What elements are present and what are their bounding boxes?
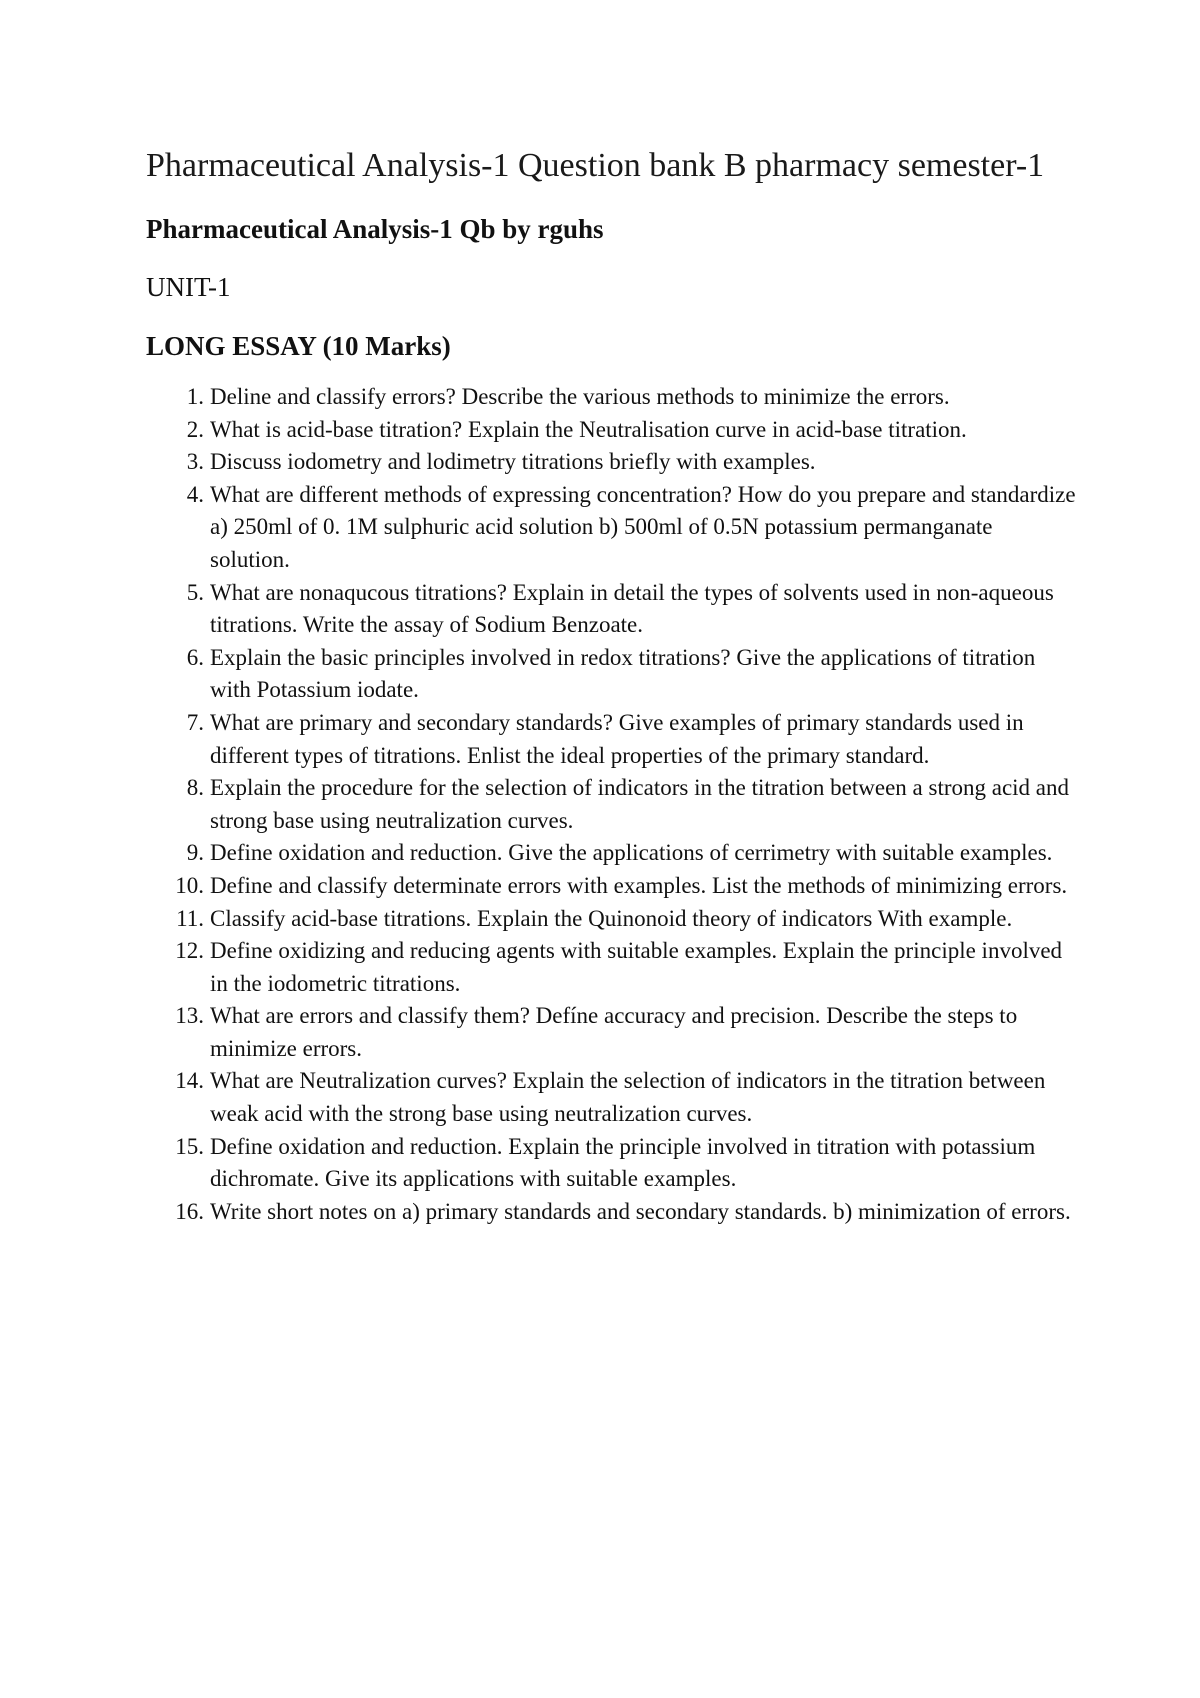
question-number: 15. [175, 1133, 204, 1159]
question-number: 3. [186, 449, 204, 475]
question-item [146, 935, 1086, 1000]
question-text: What are errors and classify them? Defíne accuracy and precision. Describe the steps to minimize errors. [210, 1003, 1018, 1061]
question-text: What are Neutralization curves? Explain the selection of indicators in the titration between weak acid with the strong base using neutralization curves. [210, 1068, 1046, 1127]
question-text: Deline and classify errors? Describe the various methods to minimize the errors. [210, 384, 950, 409]
question-number: 13. [175, 1003, 204, 1029]
question-item [146, 577, 1086, 642]
question-item [146, 903, 1086, 936]
question-number: 2. [186, 416, 204, 442]
question-text: What are different methods of expressing concentration? How do you prepare and standardize a) 250ml of 0. 1M sulphuric acid solution b) 500ml of 0.5N potassium permanganate solution. [210, 481, 1076, 572]
question-number: 10. [175, 872, 204, 898]
question-item [146, 1065, 1086, 1130]
question-text: Discuss iodometry and lodimetry titrations briefly with examples. [210, 449, 816, 475]
question-number: 6. [186, 644, 204, 670]
question-number: 7. [186, 709, 204, 735]
question-number: 4. [186, 481, 204, 507]
question-text: What are primary and secondary standards? Give examples of primary standards used in different types of titrations. Enlist the ideal properties of the primary standard. [210, 709, 1024, 768]
document-subtitle: Pharmaceutical Analysis-1 Qb by rguhs [146, 214, 604, 244]
question-text: Write short notes on a) primary standards and secondary standards. b) minimization of errors. [210, 1198, 1071, 1224]
question-item [146, 381, 1086, 414]
question-text: Explain the basic principles involved in redox titrations? Give the applications of titration with Potassium iodate. [210, 644, 1036, 703]
question-text: Explain the procedure for the selection of indicators in the titration between a strong acid and strong base using neutralization curves. [210, 775, 1070, 833]
question-text: Define oxidizing and reducing agents with suitable examples. Explain the principle involved in the iodometric titrations. [210, 938, 1063, 996]
question-list [146, 381, 1086, 1228]
question-item [146, 642, 1086, 707]
question-item [146, 1196, 1086, 1229]
unit-heading: UNIT-1 [146, 272, 231, 302]
question-item [146, 707, 1086, 772]
question-item [146, 446, 1086, 479]
question-text: Define and classify determinate errors with examples. List the methods of minimizing errors. [210, 872, 1068, 898]
question-item [146, 479, 1086, 577]
question-text: What is acid-base titration? Explain the Neutralisation curve in acid-base titration. [210, 416, 967, 442]
question-text: Classify acid-base titrations. Explain the Quinonoid theory of indicators With example. [210, 905, 1013, 931]
question-item [146, 414, 1086, 447]
question-number: 1. [186, 384, 204, 409]
document-content [146, 143, 1086, 1228]
question-number: 12. [175, 938, 204, 964]
question-item [146, 837, 1086, 870]
question-text: What are nonaqucous titrations? Explain in detail the types of solvents used in non-aqueous titrations. Write the assay of Sodium Benzoate. [210, 579, 1054, 638]
question-number: 16. [175, 1198, 204, 1224]
document-title: Pharmaceutical Analysis-1 Question bank B pharmacy semester-1 [146, 147, 1045, 184]
question-text: Define oxidation and reduction. Give the applications of cerrimetry with suitable examples. [210, 840, 1053, 866]
section-heading: LONG ESSAY (10 Marks) [146, 331, 451, 361]
question-text: Define oxidation and reduction. Explain the principle involved in titration with potassium dichromate. Give its applications with suitable examples. [210, 1133, 1036, 1192]
question-number: 8. [186, 775, 204, 801]
question-item [146, 870, 1086, 903]
question-item [146, 1131, 1086, 1196]
question-number: 14. [175, 1068, 204, 1094]
question-number: 5. [186, 579, 204, 605]
question-number: 9. [186, 840, 204, 866]
question-item [146, 1000, 1086, 1065]
question-item [146, 772, 1086, 837]
question-number: 11. [176, 905, 204, 931]
